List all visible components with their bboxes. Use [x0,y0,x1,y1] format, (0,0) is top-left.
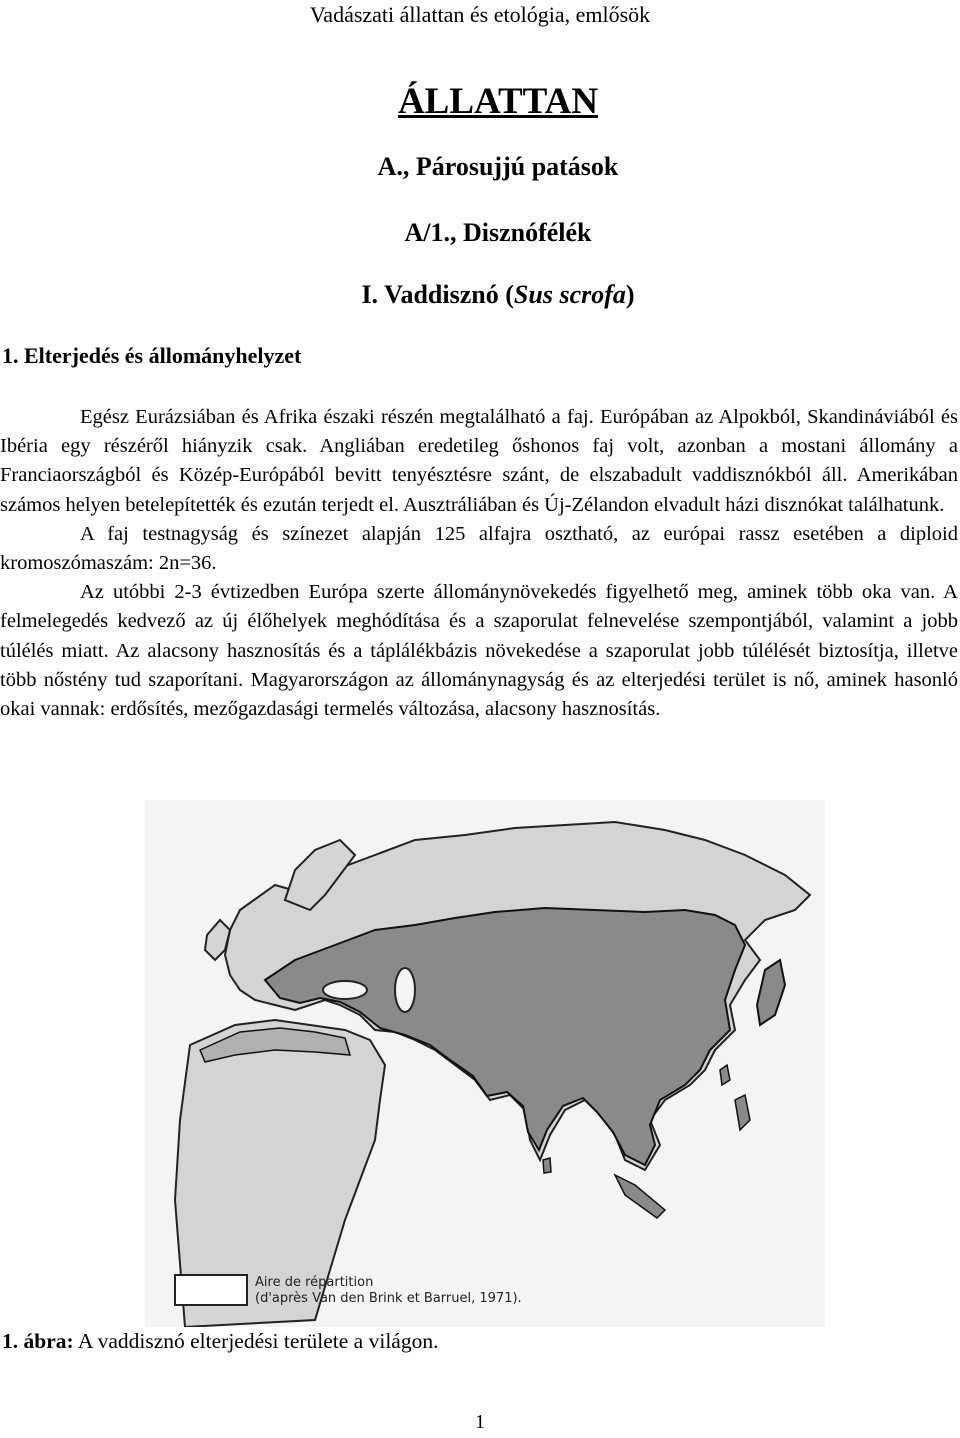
species-heading [0,280,960,310]
paragraph-subspecies: A faj testnagyság és színezet alapján 125 alfajra osztható, az európai rassz esetében a diploid kromoszómaszám: 2n=36. [0,522,958,575]
caption-label: 1. ábra: [2,1329,74,1353]
species-name: I. Vaddisznó ( [361,280,514,309]
paragraph-distribution: Egész Eurázsiában és Afrika északi részén megtalálható a faj. Európában az Alpokból, Skandináviából és Ibéria egy részéről hiányzik csak. Angliában eredetileg őshonos faj volt, azonban a mostani állomány a Franciaországból és Közép-Európából bevitt tenyésztésre szánt, de elszabadult vaddisznókból áll. Amerikában számos helyen betelepítették és ezután terjedt el. Ausztráliában és Új-Zélandon elvadult házi disznókat találhatunk. [0,406,958,516]
page-number: 1 [475,1411,485,1433]
figure-caption [2,1329,438,1354]
family-heading: A/1., Disznófélék [404,218,592,247]
legend-label-line1: Aire de répartition [255,1275,374,1290]
page-title: ÁLLATTAN [397,81,599,122]
body-text [0,403,958,724]
caspian-sea [395,968,415,1012]
black-sea [323,981,367,999]
species-scientific-name: Sus scrofa [513,280,626,309]
distribution-map [145,800,825,1327]
order-heading: A., Párosujjú patások [377,152,619,181]
distribution-map-svg [145,800,825,1327]
sri-lanka-island [543,1158,551,1173]
paragraph-population: Az utóbbi 2-3 évtizedben Európa szerte állománynövekedés figyelhető meg, aminek több oka van. A felmelegedés kedvező az új élőhelyek meghódítása és a szaporulat felnevelése szempontjából, valamint a jobb túlélés miatt. Az alacsony hasznosítás és a táplálékbázis növekedése a szaporulat jobb túlélését biztosítja, illetve több nőstény tud szaporítani. Magyarországon az állománynagyság és az elterjedési terület is nő, aminek hasonló okai vannak: erdősítés, mezőgazdasági termelés változása, alacsony hasznosítás. [0,581,958,721]
running-header: Vadászati állattan és etológia, emlősök [309,2,651,27]
species-close-paren: ) [625,280,635,309]
legend-swatch [175,1275,247,1305]
section-heading: 1. Elterjedés és állományhelyzet [2,343,302,368]
caption-text: A vaddisznó elterjedési területe a világon. [73,1329,439,1353]
legend-label-line2: (d'après Van den Brink et Barruel, 1971). [255,1291,522,1306]
